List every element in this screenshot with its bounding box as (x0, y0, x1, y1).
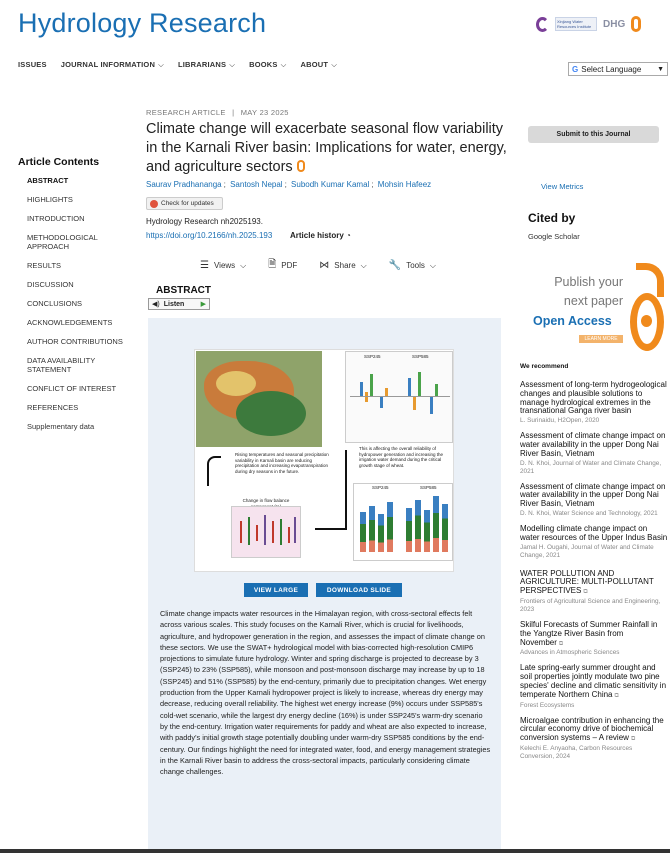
flow-balance-chart (231, 506, 301, 558)
open-access-lock-icon (630, 263, 664, 353)
chevron-down-icon: ⌵ (158, 60, 164, 69)
recommendation-item[interactable]: Assessment of long-term hydrogeological changes and plausible solutions to manage hydrological extremes in the transnational Ganga river basin L. Surinaidu, H2Open, 2020 (520, 380, 667, 425)
recommendation-item[interactable]: Modelling climate change impact on water resources of the Upper Indus Basin Jamal H. Ougahi, Journal of Water and Climate Change, 2021 (520, 523, 668, 559)
hamburger-icon: ☰ (200, 260, 209, 271)
ad-learn-more-button[interactable]: LEARN MORE (579, 335, 623, 343)
chevron-down-icon: ⌵ (331, 60, 338, 69)
chevron-down-icon: ⌵ (280, 60, 287, 69)
ad-open-access-text: Open Access (533, 314, 612, 328)
article-date: MAY 23 2025 (240, 108, 289, 117)
nav-item-journal-information[interactable]: JOURNAL INFORMATION ⌵ (60, 60, 164, 69)
author-link[interactable]: Subodh Kumar Kamal (291, 180, 370, 189)
open-access-ad[interactable] (530, 263, 670, 353)
toc-item-conflict-of-interest[interactable]: CONFLICT OF INTEREST (27, 384, 117, 393)
chevron-down-icon: ⌵ (240, 260, 247, 270)
abstract-text: Climate change impacts water resources in the Himalayan region, with cross-sectoral effects felt across various scales. This study focuses on the Karnali River, which is crucial for livelihoods, agriculture, and hydropower generation in the region, and assesses the impact of climate change on these sectors. We use the SWAT+ hydrological model with bias-corrected high-resolution CMIP6 projections to simulate future hydrology. Winter and spring discharge is projected to decrease by 3 (SSP245) to 23% (SSP585), while monsoon and post-monsoon discharge may increase by up to 18 (SSP245) and 51% (SSP585) by the end-century, primarily due to precipitation changes. Wet energy production from the Upper Karnali hydropower project is likely to increase, whereas dry energy may decrease, reducing overall reliability. The highest wet energy increase (9%) occurs under SSP585's cold-wet scenario, while the largest dry energy decline (16%) is under SSP245's warm-dry scenario by the end-century. Irrigation water requirements for paddy and wheat are also expected to increase, with paddy's initial growth stage potentially doubling under warm-dry SSP585 conditions by the end-century. Our findings highlight the need for integrated water, food, and energy management strategies in the Karnali River basin to address the cross-sectoral impacts, particularly considering climate change challenges. (160, 609, 491, 777)
basin-map-image (196, 351, 322, 447)
nav-item-books[interactable]: BOOKS ⌵ (249, 60, 287, 69)
partner-c-logo-icon[interactable] (536, 17, 549, 32)
toc-item-introduction[interactable]: INTRODUCTION (27, 214, 85, 223)
author-link[interactable]: Santosh Nepal (230, 180, 283, 189)
abstract-heading: ABSTRACT (156, 285, 211, 296)
recommendation-item[interactable]: WATER POLLUTION AND AGRICULTURE: MULTI-POLLUTANT PERSPECTIVES ⧉ Frontiers of Agricultural Science and Engineering, 2023 (520, 568, 661, 613)
open-access-logo-icon (631, 16, 641, 32)
view-large-button[interactable]: VIEW LARGE (244, 583, 308, 597)
journal-title[interactable]: Hydrology Research (18, 8, 267, 38)
pdf-button[interactable]: 🗎 PDF (268, 257, 297, 274)
article-meta (146, 108, 289, 117)
partner-logos (536, 16, 641, 32)
nav-item-librarians[interactable]: LIBRARIANS ⌵ (177, 60, 236, 69)
author-link[interactable]: Mohsin Hafeez (377, 180, 432, 189)
partner-institute-logo[interactable]: Xinjiang Water Resources Institute (555, 17, 597, 31)
speaker-icon: ◀) (152, 301, 160, 308)
tools-menu-button[interactable]: 🔧 Tools ⌵ (388, 260, 436, 271)
external-link-icon: ⧉ (558, 640, 564, 647)
share-menu-button[interactable]: ⋈ Share ⌵ (319, 260, 367, 271)
recommendation-item[interactable]: Skilful Forecasts of Summer Rainfall in the Yangtze River Basin from November ⧉ Advances in Atmospheric Sciences (520, 619, 658, 657)
meta-separator: | (232, 108, 235, 117)
author-list: Saurav Pradhananga ; Santosh Nepal ; Subodh Kumar Kamal ; Mohsin Hafeez (146, 180, 432, 189)
ssp585-label: SSP585 (412, 354, 429, 359)
article-history-toggle[interactable]: Article history ◔ (290, 231, 351, 240)
play-icon: ▶ (200, 301, 206, 308)
toc-item-data-availability[interactable]: DATA AVAILABILITY STATEMENT (27, 356, 96, 374)
toc-item-highlights[interactable]: HIGHLIGHTS (27, 195, 73, 204)
wrench-icon: 🔧 (388, 260, 402, 271)
download-slide-button[interactable]: DOWNLOAD SLIDE (316, 583, 402, 597)
recommendation-item[interactable]: Assessment of climate change impact on water availability in the upper Dong Nai River Basin, Vietnam D. N. Khoi, Journal of Water and Climate Change, 2021 (520, 431, 666, 475)
chevron-down-icon: ⌵ (229, 60, 236, 69)
article-contents-list (27, 176, 137, 441)
author-link[interactable]: Saurav Pradhananga (146, 180, 222, 189)
toc-item-results[interactable]: RESULTS (27, 261, 62, 270)
toc-item-methodological-approach[interactable]: METHODOLOGICAL APPROACH (27, 233, 98, 251)
check-for-updates-button[interactable]: Check for updates (146, 197, 223, 210)
article-toolbar (200, 257, 436, 274)
dhg-logo[interactable]: DHG (603, 18, 626, 30)
chevron-down-icon: ⌵ (429, 260, 436, 270)
language-select[interactable]: G Select Language ▼ (568, 62, 668, 76)
crossmark-icon (150, 200, 158, 208)
clock-icon: ◔ (346, 231, 351, 240)
external-link-icon: ⧉ (583, 589, 588, 596)
article-contents-title: Article Contents (18, 156, 100, 168)
toc-item-abstract[interactable]: ABSTRACT (27, 176, 69, 185)
toc-item-acknowledgements[interactable]: ACKNOWLEDGEMENTS (27, 318, 113, 327)
window-bottom-edge (0, 849, 670, 853)
recommendation-item[interactable]: Microalgae contribution in enhancing the circular economy drive of biochemical conversion systems – A review ⧉ Kelechi E. Anyaoha, Carbon Resources Conversion, 2024 (520, 715, 664, 760)
listen-button[interactable]: ◀) Listen ▶ (148, 298, 210, 310)
toc-item-conclusions[interactable]: CONCLUSIONS (27, 299, 83, 308)
article-type: RESEARCH ARTICLE (146, 108, 226, 117)
submit-to-journal-button[interactable]: Submit to this Journal (528, 126, 659, 143)
chevron-down-icon: ⌵ (360, 260, 367, 270)
external-link-icon: ⧉ (630, 736, 636, 743)
graphical-abstract[interactable] (194, 349, 454, 572)
google-scholar-link[interactable]: Google Scholar (528, 232, 580, 241)
article-title: Climate change will exacerbate seasonal flow variability in the Karnali River basin: Implications for water, energy, and agriculture sectors (146, 121, 507, 175)
nav-item-about[interactable]: ABOUT ⌵ (300, 60, 338, 69)
external-link-icon: ⧉ (614, 692, 619, 699)
view-metrics-link[interactable]: View Metrics (541, 182, 584, 191)
share-icon: ⋈ (319, 260, 330, 271)
recommendation-item[interactable]: Assessment of climate change impact on water availability in the upper Dong Nai River Basin, Vietnam D. N. Khoi, Water Science and Technology, 2021 (520, 481, 666, 517)
pdf-icon: 🗎 (268, 259, 277, 270)
main-nav (18, 60, 337, 70)
recommendations-list (520, 381, 668, 768)
toc-item-discussion[interactable]: DISCUSSION (27, 280, 74, 289)
open-access-icon (297, 160, 305, 172)
cited-by-heading: Cited by (528, 211, 576, 225)
toc-item-supplementary-data[interactable]: Supplementary data (27, 422, 95, 431)
citation-text: Hydrology Research nh2025193. (146, 217, 263, 226)
recommendation-item[interactable]: Late spring-early summer drought and soil properties jointly modulate two pine species' decline and climatic sensitivity in temperate Northern China ⧉ Forest Ecosystems (520, 663, 667, 709)
dropdown-arrow-icon: ▼ (657, 65, 664, 73)
graphic-right-note: This is affecting the overall reliability of hydropower generation and increasing the irrigation water demand during the critical growth stage of wheat. (359, 446, 444, 468)
toc-item-author-contributions[interactable]: AUTHOR CONTRIBUTIONS (27, 337, 123, 346)
irrigation-demand-chart: SSP245 SSP585 (353, 483, 453, 561)
ad-publish-text: Publish your next paper (554, 275, 623, 308)
we-recommend-heading: We recommend (520, 363, 569, 370)
views-menu-button[interactable]: ☰ Views ⌵ (200, 260, 247, 271)
doi-link[interactable]: https://doi.org/10.2166/nh.2025.193 (146, 231, 273, 240)
ssp245-label: SSP245 (364, 354, 381, 359)
toc-item-references[interactable]: REFERENCES (27, 403, 79, 412)
discharge-change-chart (345, 351, 453, 443)
graphic-left-note: Rising temperatures and seasonal precipitation variability in Karnali basin are reducing precipitation and increasing evapotranspiration during dry seasons in the future. (235, 452, 329, 474)
google-g-icon: G (572, 64, 579, 74)
nav-item-issues[interactable]: ISSUES (18, 60, 47, 69)
flow-balance-chart-title: Change in flow balance (242, 498, 290, 503)
